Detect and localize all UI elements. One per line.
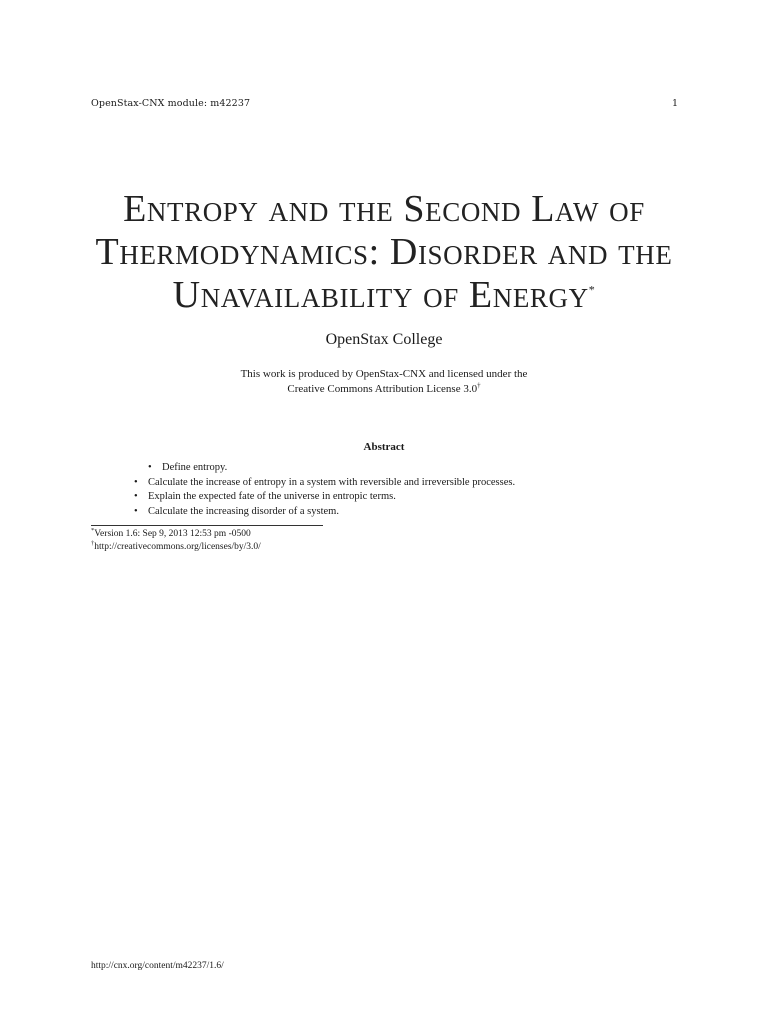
document-title: [60, 188, 708, 317]
license-statement: [0, 367, 768, 397]
title-line-3: [60, 274, 708, 317]
page-number: 1: [671, 98, 678, 109]
footnote-license: [91, 541, 261, 554]
license-url-marker: †: [91, 539, 95, 547]
license-footnote-marker[interactable]: †: [477, 381, 481, 390]
title-line-3-text: Unavailability of Energy: [172, 274, 589, 316]
bullet-icon: •: [134, 476, 138, 488]
license-line-1: This work is produced by OpenStax-CNX and licensed under the: [240, 368, 528, 380]
footer-url-link[interactable]: http://cnx.org/content/m42237/1.6/: [91, 961, 224, 971]
list-item-text: Define entropy.: [162, 462, 228, 473]
list-item: [132, 476, 515, 491]
list-item-text: Calculate the increase of entropy in a system with reversible and irreversible processes.: [148, 476, 516, 488]
bullet-icon: •: [148, 462, 152, 473]
title-line-2: Thermodynamics: Disorder and the: [95, 231, 673, 273]
license-url-link[interactable]: http://creativecommons.org/licenses/by/3.0/: [94, 542, 261, 552]
running-header-module: OpenStax-CNX module: m42237: [91, 98, 251, 109]
license-line-2: [0, 382, 768, 397]
title-line-1: Entropy and the Second Law of: [123, 188, 645, 230]
abstract-heading: Abstract: [363, 441, 405, 453]
list-item: [132, 505, 515, 520]
list-item-text: Explain the expected fate of the universe in entropic terms.: [148, 491, 396, 502]
version-text: Version 1.6: Sep 9, 2013 12:53 pm -0500: [94, 529, 251, 539]
title-footnote-marker[interactable]: *: [588, 282, 596, 297]
list-item: [132, 461, 515, 476]
list-item-text: Calculate the increasing disorder of a system.: [148, 505, 339, 517]
footnote-version: [91, 528, 261, 541]
footnotes: [91, 528, 261, 554]
list-item: [132, 490, 515, 505]
license-line-2-text: Creative Commons Attribution License 3.0: [287, 383, 478, 395]
author-name: OpenStax College: [325, 331, 443, 348]
bullet-icon: •: [134, 491, 138, 502]
bullet-icon: •: [134, 505, 138, 517]
version-footnote-marker: *: [91, 526, 95, 534]
footnote-divider: [91, 525, 323, 526]
learning-objectives-list: [132, 461, 515, 519]
